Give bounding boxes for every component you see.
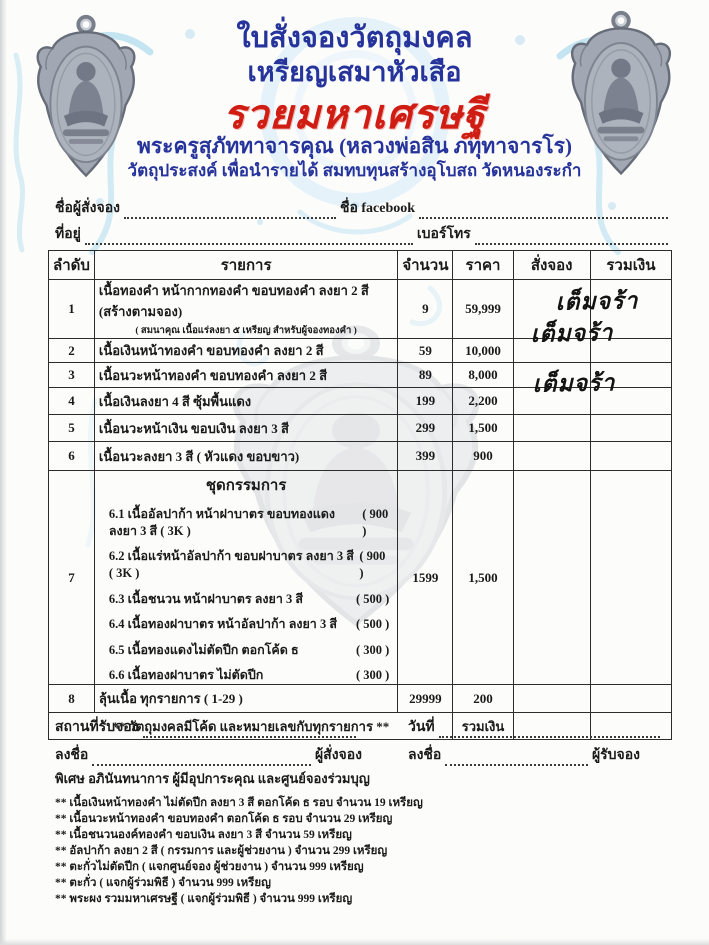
date-field[interactable] — [439, 723, 660, 738]
row-qty: 1599 — [398, 471, 453, 685]
row-qty: 9 — [398, 280, 453, 339]
sub-item-qty: ( 500 ) — [356, 617, 390, 631]
facebook-name-field[interactable] — [419, 204, 668, 219]
note-item: ** เนื้อชนวนองค์ทองคำ ขอบเงิน ลงยา 3 สี จำนวน 59 เหรียญ — [55, 829, 352, 841]
orderer-suffix: ผู้สั่งจอง — [314, 748, 362, 763]
row-no: 5 — [49, 415, 95, 442]
sub-item-text: 6.3 เนื้อชนวน หน้าฝาบาตร ลงยา 3 สี — [108, 591, 303, 606]
row-item: เนื้อเงินหน้าทองคำ ขอบทองคำ ลงยา 2 สี — [94, 339, 397, 363]
table-row — [49, 685, 672, 713]
item-subtext: ( สมนาคุณ เนื้อแร่ลงยา ๕ เหรียญ สำหรับผู้จองทองคำ ) — [135, 326, 357, 336]
note-item: ** ตะกั่ว ( แจกผู้ร่วมพิธี ) จำนวน 999 เหรียญ — [55, 877, 271, 889]
grand-total-label: รวมเงิน — [453, 713, 513, 740]
sign-label: ลงชื่อ — [408, 748, 442, 763]
medal-name: เหรียญเสมาหัวเสือ — [247, 57, 462, 87]
committee-set-title: ชุดกรรมการ — [205, 478, 287, 494]
receiver-suffix: ผู้รับจอง — [591, 748, 640, 763]
note-item: ** อัลปาก้า ลงยา 2 สี ( กรรมการ และผู้ช่วยงาน ) จำนวน 299 เหรียญ — [55, 845, 388, 857]
total-cell[interactable] — [590, 415, 671, 442]
sub-item — [99, 616, 393, 633]
row-no: 3 — [49, 363, 95, 388]
sub-item — [99, 642, 393, 659]
row-qty: 399 — [398, 442, 453, 471]
receiver-signature-line — [408, 744, 640, 766]
row-qty: 29999 — [398, 685, 453, 713]
order-cell[interactable] — [513, 415, 590, 442]
sold-out-stamp: เต็มจร้า — [555, 288, 639, 315]
scan-edge-shadow-bottom — [0, 939, 709, 945]
pickup-place-line — [55, 716, 360, 738]
row-no: 1 — [49, 280, 95, 339]
sold-out-stamp: เต็มจร้า — [532, 370, 616, 397]
order-cell[interactable] — [513, 442, 590, 471]
date-label: วันที่ — [408, 720, 435, 735]
sub-item-text: 6.1 เนื้ออัลปาก้า หน้าฝาบาตร ขอบทองแดง ลงยา 3 สี ( 3K ) — [108, 506, 335, 538]
order-cell[interactable] — [513, 685, 590, 713]
sub-item-text: 6.6 เนื้อทองฝาบาตร ไม่ตัดปีก — [108, 668, 264, 682]
monk-name: พระครูสุภัททาจารคุณ (หลวงพ่อสิน ภทุทาจารโร) — [137, 134, 572, 158]
pickup-place-label: สถานที่รับจอง — [55, 720, 139, 735]
special-notes-title: พิเศษ อภินันทนาการ ผู้มีอุปการะคุณ และศูนย์จองร่วมบุญ — [55, 771, 370, 786]
note-item: ** ตะกั่วไม่ตัดปีก ( แจกศูนย์จอง ผู้ช่วยงาน ) จำนวน 999 เหรียญ — [55, 861, 364, 873]
row-price: 1,500 — [453, 415, 513, 442]
edition-name: รวยมหาเศรษฐี — [223, 92, 486, 137]
facebook-label: ชื่อ facebook — [339, 201, 416, 216]
total-cell[interactable] — [590, 685, 671, 713]
row-price: 10,000 — [453, 339, 513, 363]
sub-item-text: 6.5 เนื้อทองแดงไม่ตัดปีก ตอกโค้ด ธ — [108, 642, 299, 657]
row-qty: 89 — [398, 363, 453, 388]
row-price: 200 — [453, 685, 513, 713]
row-item: เนื้อนวะหน้าทองคำ ขอบทองคำ ลงยา 2 สี — [94, 363, 397, 388]
row-price: 1,500 — [453, 471, 513, 685]
sub-item-qty: ( 500 ) — [356, 591, 390, 606]
note-item: ** พระผง รวมมหาเศรษฐี ( แจกผู้ร่วมพิธี ) จำนวน 999 เหรียญ — [55, 893, 353, 905]
table-row — [49, 415, 672, 442]
col-order: สั่งจอง — [513, 251, 590, 280]
row-qty: 199 — [398, 388, 453, 415]
row-item: เนื้อนวะลงยา 3 สี ( หัวแดง ขอบขาว) — [94, 442, 397, 471]
receiver-signature-field[interactable] — [445, 751, 588, 766]
sub-item-qty: ( 300 ) — [356, 668, 390, 682]
date-line — [408, 716, 664, 738]
item-text: เนื้อทองคำ หน้ากากทองคำ ขอบทองคำ ลงยา 2 สี (สร้างตามจอง) — [98, 283, 369, 319]
table-header-row — [49, 251, 672, 280]
row-item: เนื้อนวะหน้าเงิน ขอบเงิน ลงยา 3 สี — [94, 415, 397, 442]
address-field[interactable] — [85, 230, 413, 245]
note-item: ** เนื้อเงินหน้าทองคำ ไม่ตัดปีก ลงยา 3 สี ตอกโค้ด ธ รอบ จำนวน 19 เหรียญ — [55, 797, 423, 809]
row-no: 7 — [49, 471, 95, 685]
address-label: ที่อยู่ — [55, 227, 81, 242]
col-price: ราคา — [453, 251, 513, 280]
row-no: 4 — [49, 388, 95, 415]
col-item: รายการ — [94, 251, 397, 280]
address-line — [55, 223, 672, 245]
sub-item — [99, 591, 393, 608]
row-price: 900 — [453, 442, 513, 471]
table-row — [49, 442, 672, 471]
row-item — [94, 280, 397, 339]
row-price: 8,000 — [453, 363, 513, 388]
sub-item — [99, 667, 393, 684]
committee-set-cell — [94, 471, 397, 685]
orderer-line — [55, 197, 672, 219]
sign-label: ลงชื่อ — [55, 748, 89, 763]
row-no: 6 — [49, 442, 95, 471]
row-price: 2,200 — [453, 388, 513, 415]
col-total: รวมเงิน — [590, 251, 671, 280]
code-note: ** วัตถุมงคลมีโค้ด และหมายเลขกับทุกรายการ ** — [49, 713, 453, 740]
sub-item-qty: ( 900 ) — [362, 506, 389, 538]
purpose-line: วัตถุประสงค์ เพื่อนำรายได้ สมทบทุนสร้างอุโบสถ วัดหนองระกำ — [127, 161, 582, 180]
sub-item-text: 6.2 เนื้อแร่หน้าอัลปาก้า ขอบฝาบาตร ลงยา 3 สี ( 3K ) — [108, 549, 354, 580]
sold-out-stamp: เต็มจร้า — [530, 320, 614, 347]
orderer-name-field[interactable] — [124, 204, 336, 219]
col-qty: จำนวน — [398, 251, 453, 280]
committee-set-row — [49, 471, 672, 685]
sub-item-text: 6.4 เนื้อทองฝาบาตร หน้าอัลปาก้า ลงยา 3 สี — [108, 617, 337, 631]
orderer-label: ชื่อผู้สั่งจอง — [55, 201, 120, 216]
total-cell[interactable] — [590, 471, 671, 685]
row-item: เนื้อเงินลงยา 4 สี ซุ้มพื้นแดง — [94, 388, 397, 415]
sub-item — [99, 548, 393, 582]
sub-item-qty: ( 300 ) — [356, 642, 390, 657]
row-price: 59,999 — [453, 280, 513, 339]
phone-field[interactable] — [475, 230, 668, 245]
sub-item-qty: ( 900 ) — [359, 549, 386, 580]
row-no: 8 — [49, 685, 95, 713]
col-no: ลำดับ — [49, 251, 95, 280]
phone-label: เบอร์โทร — [416, 227, 471, 242]
form-title: ใบสั่งจองวัตถุมงคล — [236, 22, 473, 54]
total-cell[interactable] — [590, 442, 671, 471]
row-qty: 59 — [398, 339, 453, 363]
pickup-place-field[interactable] — [143, 723, 356, 738]
special-notes — [55, 768, 655, 907]
sub-item — [99, 506, 393, 540]
note-item: ** เนื้อนวะหน้าทองคำ ขอบทองคำ ตอกโค้ด ธ รอบ จำนวน 29 เหรียญ — [55, 813, 393, 825]
row-qty: 299 — [398, 415, 453, 442]
row-item: ลุ้นเนื้อ ทุกรายการ ( 1-29 ) — [94, 685, 397, 713]
orderer-signature-line — [55, 744, 362, 766]
order-cell[interactable] — [513, 471, 590, 685]
row-no: 2 — [49, 339, 95, 363]
orderer-signature-field[interactable] — [92, 751, 311, 766]
